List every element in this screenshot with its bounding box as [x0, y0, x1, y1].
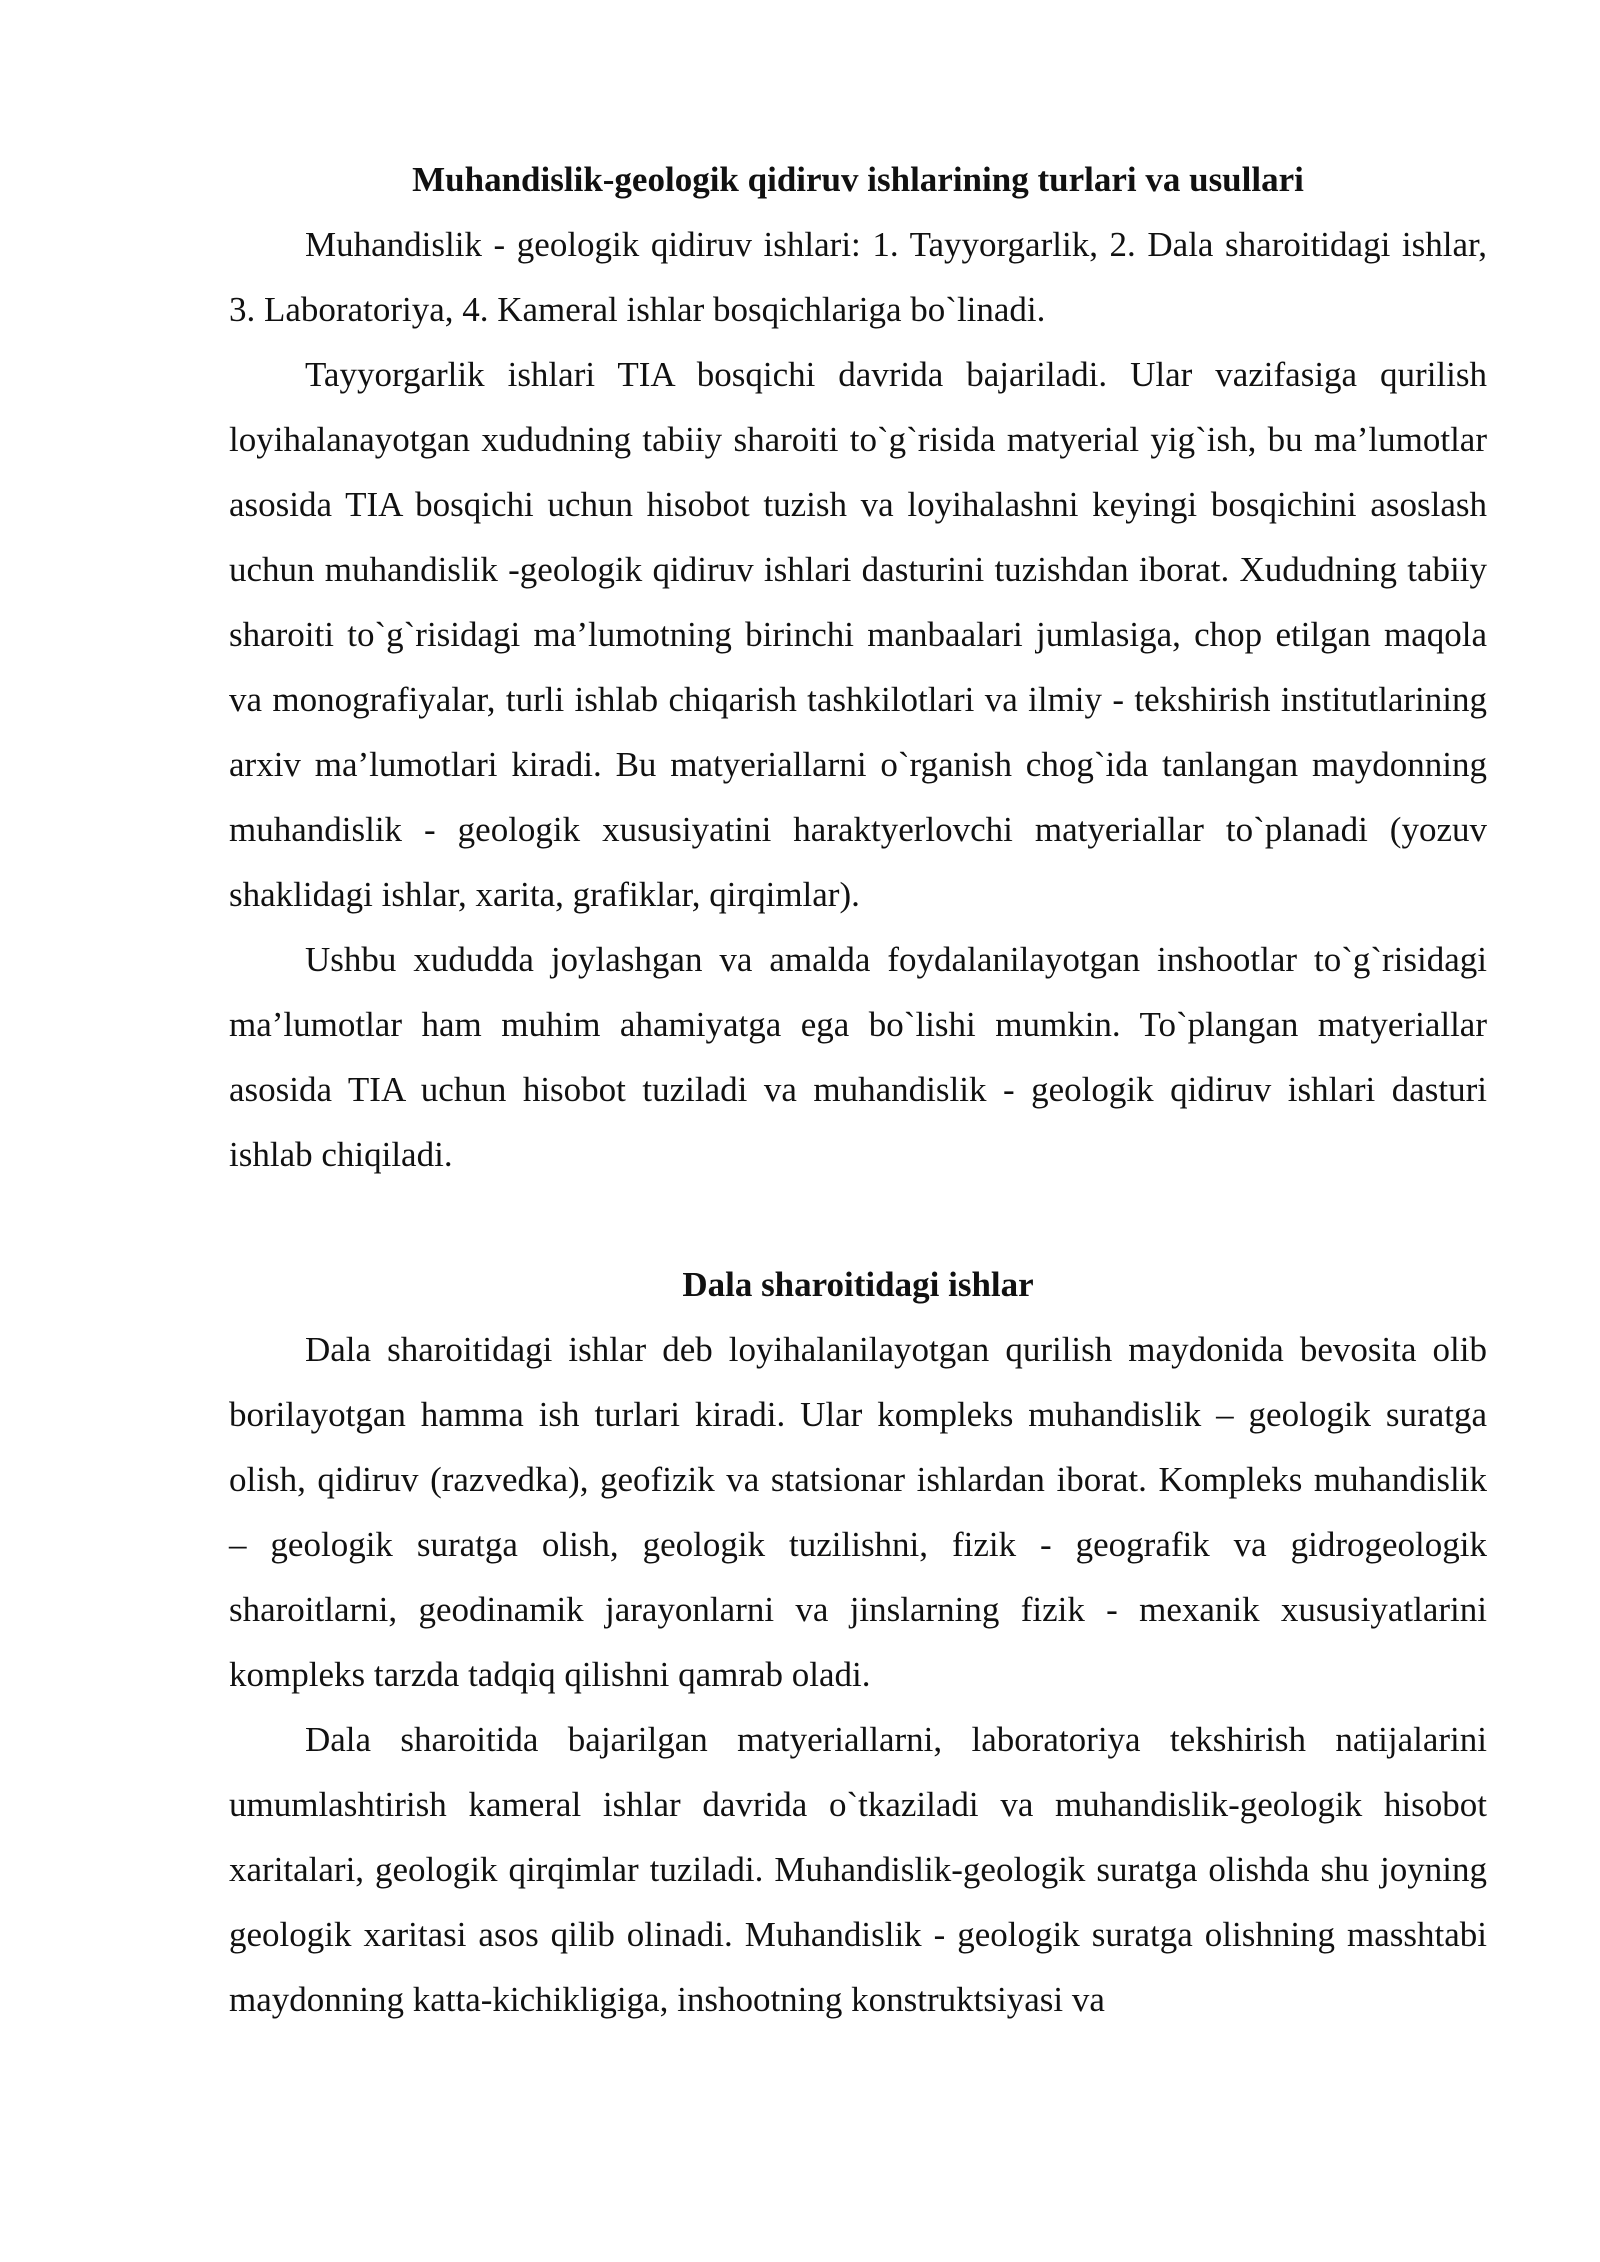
- paragraph: Dala sharoitida bajarilgan matyeriallarni, laboratoriya tekshirish natijalarini umumlashtirish kameral ishlar davrida o`tkaziladi va muhandislik-geologik hisobot xaritalari, geologik qirqimlar tuziladi. Muhandislik-geologik suratga olishda shu joyning geologik xaritasi asos qilib olinadi. Muhandislik - geologik suratga olishning masshtabi maydonning katta-kichikligiga, inshootning konstruktsiyasi va: [229, 1720, 1487, 2019]
- paragraph: Tayyorgarlik ishlari TIA bosqichi davrida bajariladi. Ular vazifasiga qurilish loyihalanayotgan xududning tabiiy sharoiti to`g`risida matyerial yig`ish, bu ma’lumotlar asosida TIA bosqichi uchun hisobot tuzish va loyihalashni keyingi bosqichini asoslash uchun muhandislik -geologik qidiruv ishlari dasturini tuzishdan iborat. Xududning tabiiy sharoiti to`g`risidagi ma’lumotning birinchi manbaalari jumlasiga, chop etilgan maqola va monografiyalar, turli ishlab chiqarish tashkilotlari va ilmiy - tekshirish institutlarining arxiv ma’lumotlari kiradi. Bu matyeriallarni o`rganish chog`ida tanlangan maydonning muhandislik - geologik xususiyatini haraktyerlovchi matyeriallar to`planadi (yozuv shaklidagi ishlar, xarita, grafiklar, qirqimlar).: [229, 355, 1487, 914]
- paragraph: Dala sharoitidagi ishlar deb loyihalanilayotgan qurilish maydonida bevosita olib borilayotgan hamma ish turlari kiradi. Ular kompleks muhandislik – geologik suratga olish, qidiruv (razvedka), geofizik va statsionar ishlardan iborat. Kompleks muhandislik – geologik suratga olish, geologik tuzilishni, fizik - geografik va gidrogeologik sharoitlarni, geodinamik jarayonlarni va jinslarning fizik - mexanik xususiyatlarini kompleks tarzda tadqiq qilishni qamrab oladi.: [229, 1330, 1487, 1694]
- paragraph: Muhandislik - geologik qidiruv ishlari: 1. Tayyorgarlik, 2. Dala sharoitidagi ishlar, 3. Laboratoriya, 4. Kameral ishlar bosqichlariga bo`linadi.: [229, 225, 1487, 329]
- paragraph: Ushbu xududda joylashgan va amalda foydalanilayotgan inshootlar to`g`risidagi ma’lumotlar ham muhim ahamiyatga ega bo`lishi mumkin. To`plangan matyeriallar asosida TIA uchun hisobot tuziladi va muhandislik - geologik qidiruv ishlari dasturi ishlab chiqiladi.: [229, 940, 1487, 1174]
- section-title: Dala sharoitidagi ishlar: [682, 1265, 1034, 1304]
- page-content: [229, 147, 1487, 2032]
- section-title: Muhandislik-geologik qidiruv ishlarining turlari va usullari: [412, 160, 1304, 199]
